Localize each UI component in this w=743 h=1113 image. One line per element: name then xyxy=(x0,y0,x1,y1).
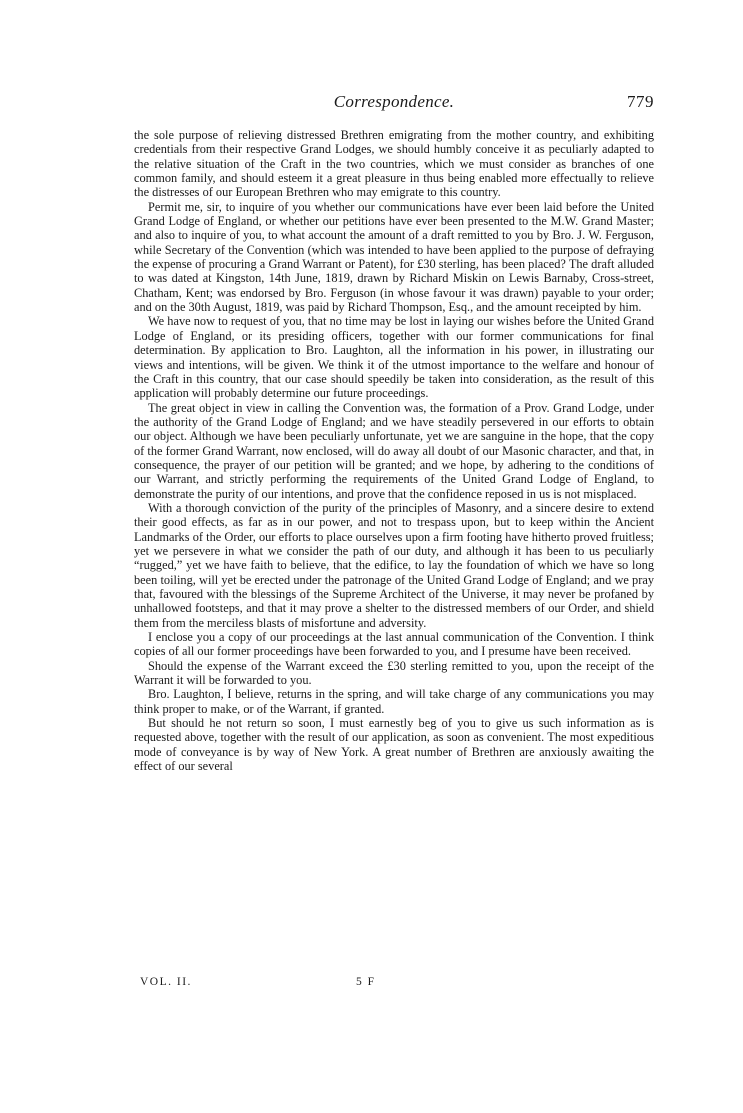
page-number: 779 xyxy=(627,92,654,111)
volume-label: VOL. II. xyxy=(140,976,192,988)
paragraph: But should he not return so soon, I must earnestly beg of you to give us such information as is requested above, together with the result of our application, as soon as convenient. The most expeditious mode of conveyance is by way of New York. A great number of Brethren are anxiously awaiting the effect of our several xyxy=(134,716,654,774)
paragraph: The great object in view in calling the Convention was, the formation of a Prov. Grand Lodge, under the authority of the Grand Lodge of England; and we have steadily persevered in our efforts to obtain our object. Although we have been peculiarly unfortunate, yet we are sanguine in the hope, that the copy of the former Grand Warrant, now enclosed, will do away all doubt of our Masonic character, and that, in consequence, the prayer of our petition will be granted; and we hope, by adhering to the conditions of our Warrant, and strictly performing the requirements of the United Grand Lodge of England, to demonstrate the purity of our intentions, and prove that the confidence reposed in us is not misplaced. xyxy=(134,400,654,501)
signature-mark: 5 F xyxy=(356,976,376,988)
paragraph: Should the expense of the Warrant exceed the £30 sterling remitted to you, upon the receipt of the Warrant it will be forwarded to you. xyxy=(134,658,654,688)
paragraph: With a thorough conviction of the purity of the principles of Masonry, and a sincere desire to extend their good effects, as far as in our power, and not to trespass upon, but to keep within the Ancient Landmarks of the Order, our efforts to place ourselves upon a firm footing have hitherto proved fruitless; yet we persevere in what we consider the path of our duty, and although it has been to us peculiarly “rugged,” yet we have faith to believe, that the edifice, to lay the foundation of which we have so long been toiling, will yet be erected under the patronage of the United Grand Lodge of England; and we pray that, favoured with the blessings of the Supreme Architect of the Universe, it may never be profaned by unhallowed footsteps, and that it may prove a shelter to the distressed members of our Order, and shield them from the merciless blasts of misfortune and adversity. xyxy=(134,500,654,630)
running-title: Correspondence. xyxy=(333,92,455,111)
paragraph: the sole purpose of relieving distressed Brethren emigrating from the mother country, and exhibiting credentials from their respective Grand Lodges, we should humbly conceive it as peculiarly adapted to the relative situation of the Craft in the two countries, which we must consider as branches of one common family, and should esteem it a great pleasure in thus being enabled more effectually to relieve the distresses of our European Brethren who may emigrate to this country. xyxy=(134,128,654,200)
paragraph: Bro. Laughton, I believe, returns in the spring, and will take charge of any communications you may think proper to make, or of the Warrant, if granted. xyxy=(134,687,654,716)
page-header xyxy=(134,92,654,116)
page-footer xyxy=(140,976,660,994)
paragraph: I enclose you a copy of our proceedings at the last annual communication of the Convention. I think copies of all our former proceedings have been forwarded to you, and I presume have been received. xyxy=(134,630,654,659)
paragraph: Permit me, sir, to inquire of you whether our communications have ever been laid before the United Grand Lodge of England, or whether our petitions have ever been presented to the M.W. Grand Master; and also to inquire of you, to what account the amount of a draft remitted to you by Bro. J. W. Ferguson, while Secretary of the Convention (which was intended to have been applied to the purpose of defraying the expense of procuring a Grand Warrant or Patent), for £30 sterling, has been placed? The draft alluded to was dated at Kingston, 14th June, 1819, drawn by Richard Miskin on Lewis Barnaby, Cross-street, Chatham, Kent; was endorsed by Bro. Ferguson (in whose favour it was drawn) payable to your order; and on the 30th August, 1819, was paid by Richard Thompson, Esq., and the amount receipted by him. xyxy=(134,199,654,315)
paragraph: We have now to request of you, that no time may be lost in laying our wishes before the United Grand Lodge of England, or its presiding officers, together with our former communications for final determination. By application to Bro. Laughton, all the information in his power, in illustrating our views and intentions, will be given. We think it of the utmost importance to the welfare and honour of the Craft in this country, that our case should speedily be taken into consideration, as the result of this application will probably determine our future proceedings. xyxy=(134,314,654,401)
body-text xyxy=(134,128,654,773)
